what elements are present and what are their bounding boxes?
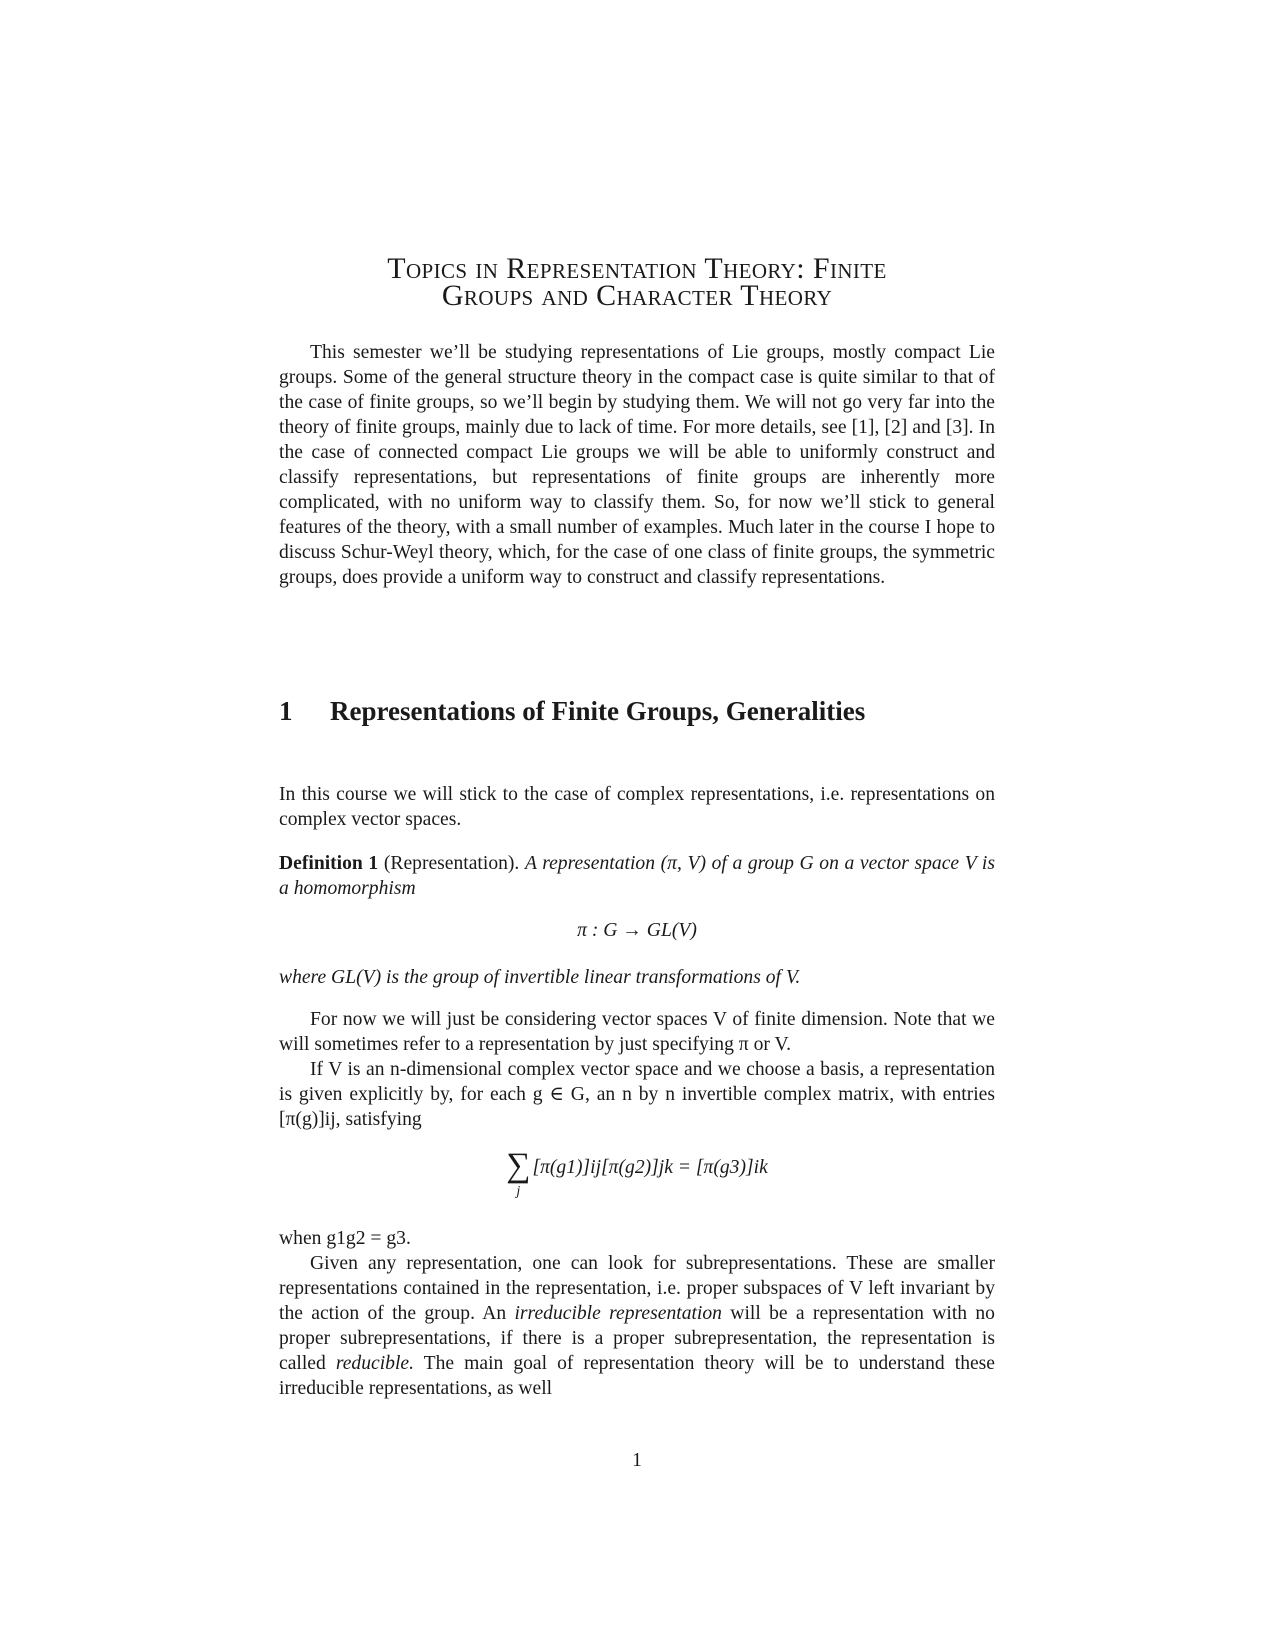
paper-title xyxy=(279,252,995,312)
section-number: 1 xyxy=(279,696,293,726)
equation-homomorphism-text: π : G → GL(V) xyxy=(577,920,697,941)
sum-body: [π(g1)]ij[π(g2)]jk = [π(g3)]ik xyxy=(532,1157,768,1178)
section-title: Representations of Finite Groups, Generalities xyxy=(330,696,866,726)
definition-block xyxy=(279,851,995,901)
finite-dim-block xyxy=(279,1007,995,1132)
definition-name: (Representation). xyxy=(383,853,520,874)
section-heading xyxy=(279,692,995,730)
subrep-irreducible: irreducible representation xyxy=(514,1303,722,1324)
finite-dim-paragraph: For now we will just be considering vector spaces V of finite dimension. Note that we will sometimes refer to a representation by just specifying π or V. xyxy=(279,1009,995,1055)
course-paragraph: In this course we will stick to the case of complex representations, i.e. representations on complex vector spaces. xyxy=(279,784,995,830)
subrep-part-2: will be a representation with no proper subrepresentations, if there is a proper subrepresentation, the representation is called xyxy=(279,1303,995,1374)
subrep-part-1: Given any representation, one can look for subrepresentations. These are smaller representations contained in the representation, i.e. proper subspaces of V left invariant by the action of the group. An xyxy=(279,1253,995,1324)
sum-index: j xyxy=(516,1184,521,1199)
definition-paragraph xyxy=(279,851,995,901)
where-line: where GL(V) is the group of invertible linear transformations of V. xyxy=(279,967,801,988)
subrep-reducible: reducible. xyxy=(335,1353,414,1374)
equation-sum xyxy=(279,1148,995,1200)
subrep-block xyxy=(279,1226,995,1401)
subrep-paragraph xyxy=(279,1251,995,1401)
page-number: 1 xyxy=(632,1450,642,1471)
basis-paragraph: If V is an n-dimensional complex vector space and we choose a basis, a representation is given explicitly by, for each g ∈ G, an n by n invertible complex matrix, with entries [π(g)]ij, satisfying xyxy=(279,1059,995,1130)
sum-operator xyxy=(506,1148,530,1200)
course-block xyxy=(279,782,995,832)
sum-expression xyxy=(506,1148,768,1200)
subrep-part-3: The main goal of representation theory will be to understand these irreducible representations, as well xyxy=(279,1353,996,1399)
when-line: when g1g2 = g3. xyxy=(279,1228,411,1249)
title-line-2: Groups and Character Theory xyxy=(441,279,833,312)
equation-homomorphism xyxy=(279,920,995,942)
intro-paragraph: This semester we’ll be studying representations of Lie groups, mostly compact Lie groups. Some of the general structure theory in the compact case is quite similar to that of the case of finite groups, so we’ll begin by studying them. We will not go very far into the theory of finite groups, mainly due to lack of time. For more details, see [1], [2] and [3]. In the case of connected compact Lie groups we will be able to uniformly construct and classify representations, but representations of finite groups are inherently more complicated, with no uniform way to classify them. So, for now we’ll stick to general features of the theory, with a small number of examples. Much later in the course I hope to discuss Schur-Weyl theory, which, for the case of one class of finite groups, the symmetric groups, does provide a uniform way to construct and classify representations. xyxy=(279,342,995,588)
definition-text: A representation (π, V) of a group G on a vector space V is a homomorphism xyxy=(279,853,996,899)
sum-symbol: ∑ xyxy=(506,1147,531,1184)
title-line-1: Topics in Representation Theory: Finite xyxy=(387,252,887,285)
intro-block xyxy=(279,340,995,590)
definition-label: Definition 1 xyxy=(279,853,379,874)
where-block xyxy=(279,965,995,990)
